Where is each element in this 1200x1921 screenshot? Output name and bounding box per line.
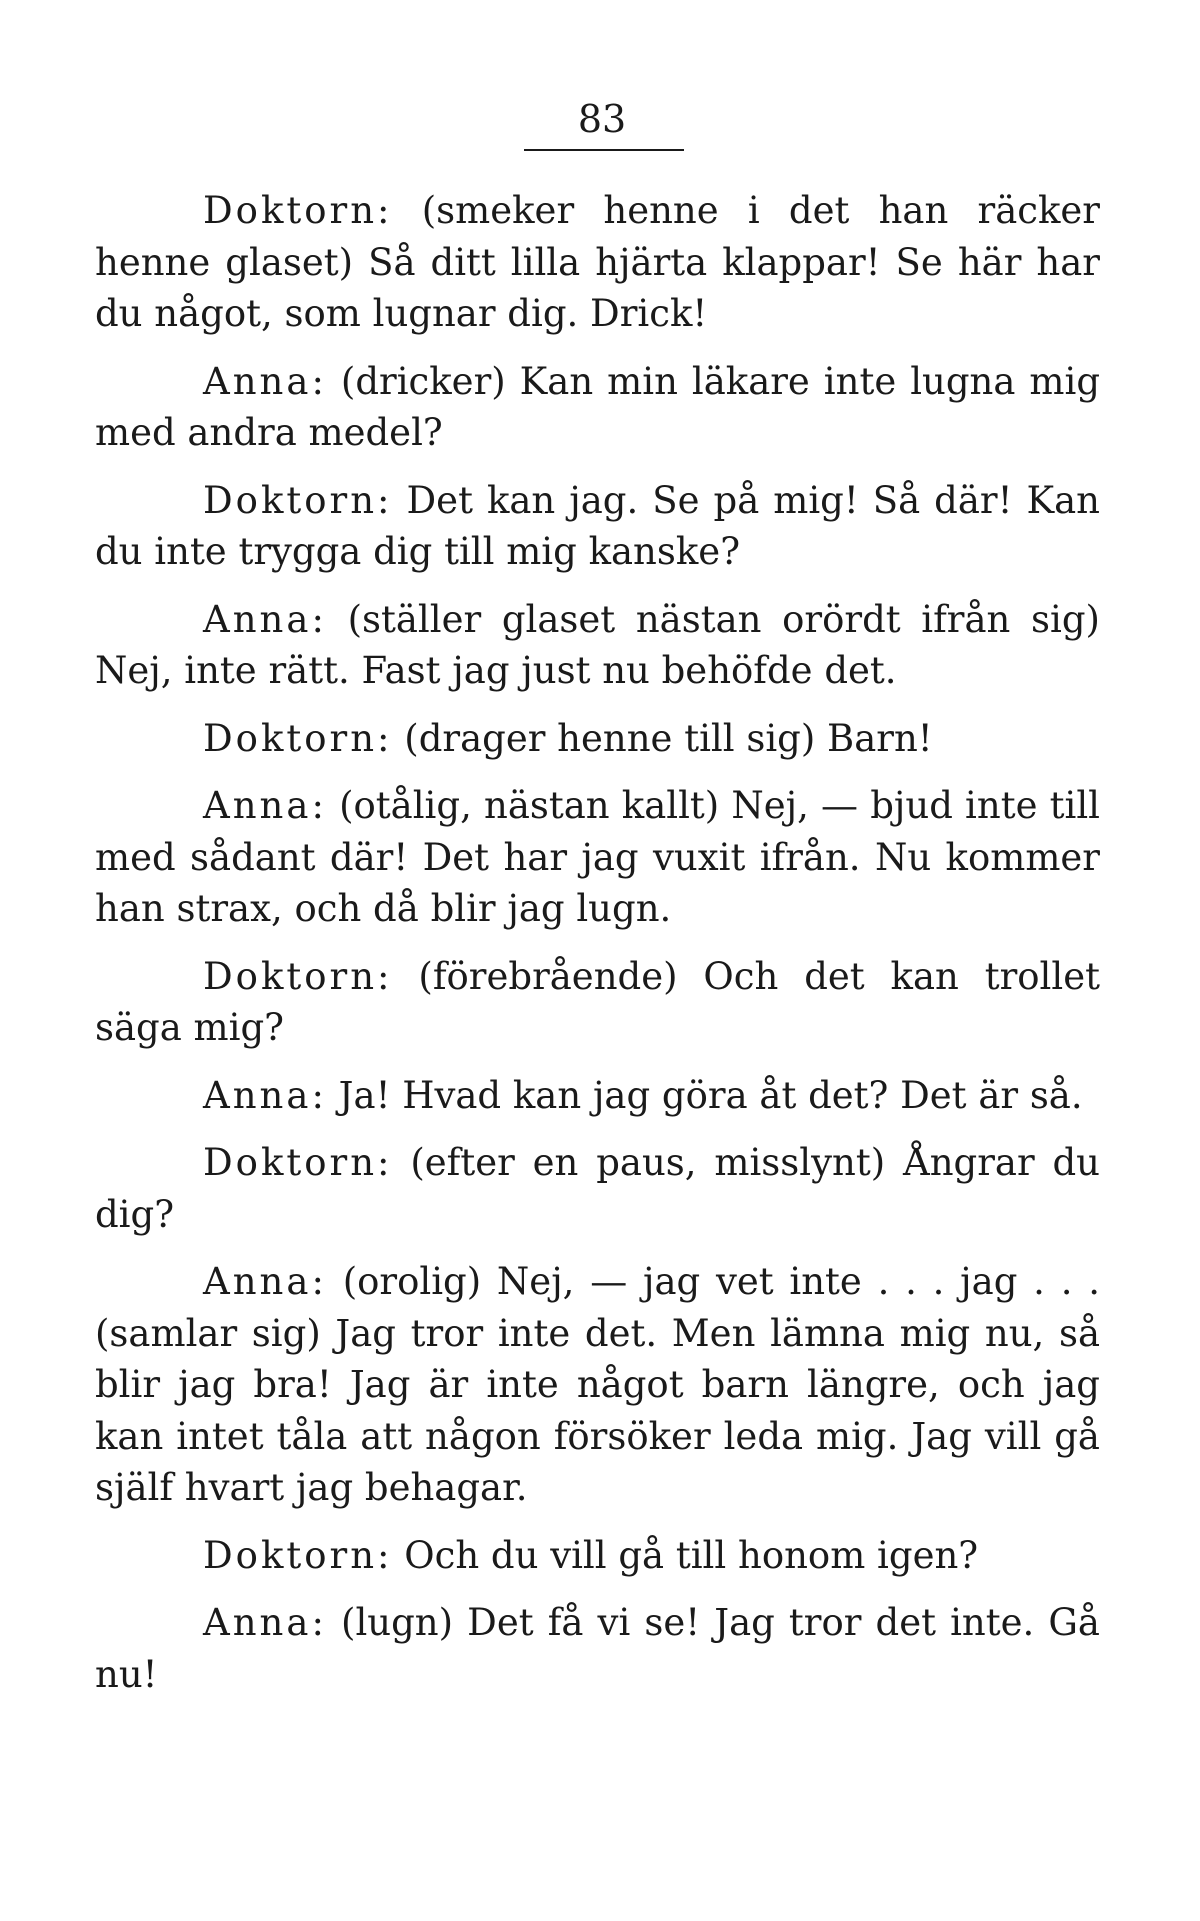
- dialogue-line: [95, 1597, 1100, 1700]
- dialogue-line: [95, 1070, 1100, 1122]
- dialogue-content: (drager henne till sig) Barn!: [404, 716, 933, 760]
- speaker-name: Anna:: [203, 784, 327, 827]
- dialogue-line: [95, 594, 1100, 697]
- dialogue-content: (otålig, nästan kallt) Nej, — bjud inte till med sådant där! Det har jag vuxit ifrån. Nu kommer han strax, och då blir jag lugn.: [95, 784, 1101, 930]
- dialogue-line: [95, 780, 1100, 935]
- speaker-name: Doktorn:: [203, 478, 393, 522]
- dialogue-content: (orolig) Nej, — jag vet inte . . . jag . . . (samlar sig) Jag tror inte det. Men lämna mig nu, så blir jag bra! Jag är inte något barn längre, och jag kan intet tåla att någon försöker leda mig. Jag vill gå själf hvart jag behagar.: [95, 1260, 1100, 1509]
- dialogue-line: [95, 1530, 1100, 1582]
- speaker-name: Doktorn:: [203, 189, 393, 232]
- speaker-name: Anna:: [203, 1073, 327, 1117]
- dialogue-line: [95, 1137, 1100, 1240]
- dialogue-content: Och du vill gå till honom igen?: [404, 1533, 979, 1577]
- page-number: 83: [577, 97, 627, 141]
- dialogue-content: (smeker henne i det han räcker henne glaset) Så ditt lilla hjärta klappar! Se här har du något, som lugnar dig. Drick!: [95, 189, 1100, 335]
- dialogue-content: Ja! Hvad kan jag göra åt det? Det är så.: [338, 1073, 1083, 1117]
- speaker-name: Doktorn:: [203, 954, 393, 998]
- dialogue-line: [95, 951, 1100, 1054]
- dialogue-content: (förebrående) Och det kan trollet säga mig?: [95, 954, 1100, 1049]
- speaker-name: Anna:: [203, 359, 327, 403]
- dialogue-line: [95, 356, 1100, 459]
- speaker-name: Anna:: [203, 1260, 327, 1303]
- page-number-rule: [524, 149, 684, 151]
- speaker-name: Doktorn:: [203, 1141, 393, 1184]
- speaker-name: Doktorn:: [203, 1533, 393, 1577]
- speaker-name: Anna:: [203, 1601, 327, 1644]
- dialogue-content: Det kan jag. Se på mig! Så där! Kan du inte trygga dig till mig kanske?: [95, 478, 1100, 573]
- dialogue-line: [95, 713, 1100, 765]
- dialogue-text: [95, 185, 1100, 1700]
- speaker-name: Doktorn:: [203, 716, 393, 760]
- dialogue-content: (dricker) Kan min läkare inte lugna mig med andra medel?: [95, 359, 1101, 454]
- dialogue-content: (lugn) Det få vi se! Jag tror det inte. Gå nu!: [95, 1601, 1100, 1696]
- dialogue-line: [95, 475, 1100, 578]
- dialogue-content: (ställer glaset nästan orördt ifrån sig) Nej, inte rätt. Fast jag just nu behöfde det.: [95, 597, 1100, 692]
- dialogue-content: (efter en paus, misslynt) Ångrar du dig?: [95, 1141, 1101, 1236]
- dialogue-line: [95, 1256, 1100, 1514]
- speaker-name: Anna:: [203, 597, 327, 641]
- dialogue-line: [95, 185, 1100, 340]
